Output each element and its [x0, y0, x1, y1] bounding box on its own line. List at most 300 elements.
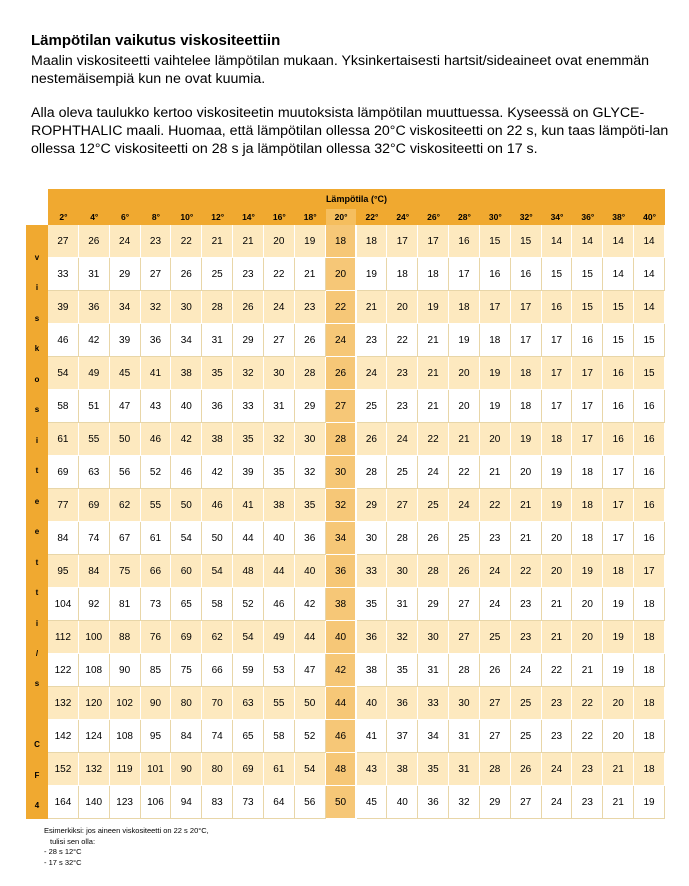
side-label-letter: i [35, 618, 39, 628]
table-cell: 19 [572, 555, 603, 588]
table-cell: 14 [634, 258, 665, 291]
table-cell: 16 [572, 324, 603, 357]
table-body [48, 225, 665, 819]
table-cell: 16 [634, 489, 665, 522]
table-cell: 24 [480, 588, 511, 621]
table-cell: 50 [326, 786, 357, 819]
table-cell: 119 [110, 753, 141, 786]
table-cell: 20 [542, 555, 573, 588]
table-cell: 75 [171, 654, 202, 687]
table-cell: 90 [110, 654, 141, 687]
table-cell: 46 [141, 423, 172, 456]
table-cell: 83 [202, 786, 233, 819]
table-cell: 32 [295, 456, 326, 489]
table-cell: 26 [171, 258, 202, 291]
table-cell: 18 [418, 258, 449, 291]
table-cell: 32 [449, 786, 480, 819]
table-cell: 45 [110, 357, 141, 390]
table-cell: 69 [171, 621, 202, 654]
side-label-letter: t [35, 557, 39, 567]
table-cell: 44 [326, 687, 357, 720]
table-cell: 36 [141, 324, 172, 357]
table-cell: 16 [634, 456, 665, 489]
table-cell: 27 [511, 786, 542, 819]
temperature-header-cell: 14° [242, 212, 255, 222]
table-cell: 26 [326, 357, 357, 390]
table-cell: 32 [264, 423, 295, 456]
table-cell: 122 [48, 654, 79, 687]
table-cell: 40 [326, 621, 357, 654]
table-cell: 25 [202, 258, 233, 291]
table-cell: 24 [449, 489, 480, 522]
table-cell: 84 [171, 720, 202, 753]
table-cell: 35 [264, 456, 295, 489]
table-cell: 31 [449, 720, 480, 753]
table-cell: 23 [233, 258, 264, 291]
table-cell: 36 [357, 621, 388, 654]
table-cell: 19 [480, 357, 511, 390]
table-cell: 15 [634, 357, 665, 390]
table-cell: 32 [141, 291, 172, 324]
table-cell: 40 [171, 390, 202, 423]
table-cell: 54 [233, 621, 264, 654]
table-cell: 21 [357, 291, 388, 324]
table-header-bar [48, 189, 665, 209]
table-cell: 39 [110, 324, 141, 357]
side-label-letter: i [35, 283, 39, 293]
table-cell: 14 [603, 258, 634, 291]
temperature-header-cell: 12° [211, 212, 225, 222]
table-cell: 60 [171, 555, 202, 588]
table-cell: 28 [357, 456, 388, 489]
table-cell: 36 [326, 555, 357, 588]
table-cell: 22 [511, 555, 542, 588]
table-cell: 24 [542, 753, 573, 786]
temperature-header-cell: 24° [396, 212, 410, 222]
table-cell: 32 [387, 621, 418, 654]
table-cell: 124 [79, 720, 110, 753]
table-cell: 52 [141, 456, 172, 489]
table-cell: 52 [233, 588, 264, 621]
table-cell: 17 [449, 258, 480, 291]
table-cell: 50 [110, 423, 141, 456]
temperature-header-cell: 34° [550, 212, 564, 222]
table-cell: 23 [572, 786, 603, 819]
table-cell: 19 [449, 324, 480, 357]
table-cell: 33 [418, 687, 449, 720]
table-cell: 27 [480, 720, 511, 753]
table-cell: 16 [511, 258, 542, 291]
table-cell: 19 [480, 390, 511, 423]
table-cell: 16 [603, 357, 634, 390]
table-cell: 30 [264, 357, 295, 390]
table-cell: 20 [449, 357, 480, 390]
table-cell: 59 [233, 654, 264, 687]
table-cell: 90 [141, 687, 172, 720]
table-cell: 19 [542, 456, 573, 489]
table-cell: 37 [387, 720, 418, 753]
table-cell: 44 [295, 621, 326, 654]
table-cell: 33 [48, 258, 79, 291]
description-paragraph: Alla oleva taulukko kertoo viskositeetin muutoksista lämpötilan muuttuessa. Kyseessä on GLYCE-ROPHTHALIC maali. Huomaa, että lämpötilan ollessa 20°C viskositeetti on 22 s, kun taas lämpöti-lan ollessa 12°C viskositeetti on 28 s ja lämpötilan ollessa 32°C viskositeetti on 17 s. [31, 105, 669, 157]
table-cell: 17 [418, 225, 449, 258]
table-cell: 24 [511, 654, 542, 687]
table-cell: 35 [357, 588, 388, 621]
temperature-header-cell: 36° [581, 212, 595, 222]
table-cell: 21 [202, 225, 233, 258]
table-cell: 25 [449, 522, 480, 555]
table-cell: 28 [202, 291, 233, 324]
table-cell: 64 [264, 786, 295, 819]
table-cell: 47 [110, 390, 141, 423]
side-label-letter: o [34, 374, 40, 384]
table-cell: 21 [542, 588, 573, 621]
table-cell: 108 [79, 654, 110, 687]
table-cell: 108 [110, 720, 141, 753]
table-cell: 49 [79, 357, 110, 390]
table-cell: 17 [634, 555, 665, 588]
table-cell: 40 [357, 687, 388, 720]
table-cell: 35 [418, 753, 449, 786]
table-cell: 53 [264, 654, 295, 687]
table-cell: 38 [202, 423, 233, 456]
table-cell: 38 [264, 489, 295, 522]
table-cell: 55 [141, 489, 172, 522]
table-cell: 42 [326, 654, 357, 687]
table-cell: 15 [634, 324, 665, 357]
table-cell: 30 [357, 522, 388, 555]
table-cell: 132 [79, 753, 110, 786]
table-cell: 46 [171, 456, 202, 489]
table-cell: 152 [48, 753, 79, 786]
side-label-letter: / [35, 649, 39, 658]
table-cell: 42 [171, 423, 202, 456]
table-cell: 27 [449, 588, 480, 621]
table-cell: 41 [233, 489, 264, 522]
table-cell: 28 [418, 555, 449, 588]
table-cell: 18 [326, 225, 357, 258]
table-cell: 16 [634, 522, 665, 555]
table-cell: 21 [449, 423, 480, 456]
table-cell: 95 [48, 555, 79, 588]
table-cell: 48 [326, 753, 357, 786]
table-cell: 16 [634, 423, 665, 456]
table-cell: 19 [357, 258, 388, 291]
table-cell: 34 [326, 522, 357, 555]
table-cell: 50 [295, 687, 326, 720]
table-cell: 21 [418, 390, 449, 423]
table-cell: 20 [572, 621, 603, 654]
temperature-header-cell: 22° [365, 212, 379, 222]
table-cell: 42 [202, 456, 233, 489]
side-label-letter: s [34, 313, 40, 323]
table-cell: 45 [357, 786, 388, 819]
table-cell: 58 [264, 720, 295, 753]
table-cell: 62 [110, 489, 141, 522]
table-cell: 25 [418, 489, 449, 522]
side-label-letter: C [34, 740, 40, 750]
table-cell: 30 [387, 555, 418, 588]
table-cell: 18 [634, 720, 665, 753]
table-cell: 17 [511, 291, 542, 324]
table-cell: 94 [171, 786, 202, 819]
side-label-letter: v [34, 253, 40, 262]
table-cell: 35 [233, 423, 264, 456]
table-cell: 54 [202, 555, 233, 588]
temperature-header-cell: 4° [90, 212, 99, 222]
table-cell: 17 [603, 522, 634, 555]
table-cell: 22 [326, 291, 357, 324]
side-label-letter: i [35, 435, 39, 445]
table-cell: 132 [48, 687, 79, 720]
table-cell: 52 [295, 720, 326, 753]
table-cell: 21 [480, 456, 511, 489]
table-cell: 30 [326, 456, 357, 489]
table-cell: 24 [357, 357, 388, 390]
table-cell: 24 [326, 324, 357, 357]
table-cell: 25 [357, 390, 388, 423]
table-cell: 34 [171, 324, 202, 357]
table-cell: 77 [48, 489, 79, 522]
table-cell: 26 [295, 324, 326, 357]
table-title: Lämpötila (°C) [325, 194, 388, 204]
table-cell: 23 [542, 687, 573, 720]
table-cell: 100 [79, 621, 110, 654]
table-cell: 24 [418, 456, 449, 489]
table-cell: 20 [449, 390, 480, 423]
table-cell: 29 [357, 489, 388, 522]
table-cell: 47 [295, 654, 326, 687]
table-cell: 123 [110, 786, 141, 819]
table-cell: 28 [326, 423, 357, 456]
temperature-header-cell: 20° [326, 209, 357, 225]
table-cell: 36 [79, 291, 110, 324]
table-cell: 34 [418, 720, 449, 753]
table-cell: 120 [79, 687, 110, 720]
note-line: - 17 s 32°C [44, 857, 82, 867]
table-cell: 31 [202, 324, 233, 357]
table-cell: 42 [295, 588, 326, 621]
table-cell: 30 [418, 621, 449, 654]
table-cell: 69 [79, 489, 110, 522]
table-cell: 22 [449, 456, 480, 489]
temperature-header-cell: 18° [303, 212, 317, 222]
table-cell: 73 [141, 588, 172, 621]
table-cell: 25 [387, 456, 418, 489]
table-cell: 63 [233, 687, 264, 720]
table-cell: 36 [202, 390, 233, 423]
table-cell: 20 [326, 258, 357, 291]
note-line: tulisi sen olla: [50, 836, 96, 846]
temperature-header-cell: 38° [612, 212, 626, 222]
table-cell: 17 [603, 489, 634, 522]
table-cell: 18 [480, 324, 511, 357]
table-cell: 22 [418, 423, 449, 456]
table-cell: 23 [141, 225, 172, 258]
table-cell: 41 [141, 357, 172, 390]
viscosity-table [26, 189, 665, 819]
table-cell: 49 [264, 621, 295, 654]
table-cell: 92 [79, 588, 110, 621]
table-cell: 46 [202, 489, 233, 522]
table-cell: 31 [79, 258, 110, 291]
table-cell: 38 [171, 357, 202, 390]
table-cell: 26 [357, 423, 388, 456]
table-cell: 15 [603, 291, 634, 324]
table-cell: 31 [449, 753, 480, 786]
table-cell: 14 [542, 225, 573, 258]
table-cell: 36 [387, 687, 418, 720]
table-cell: 40 [295, 555, 326, 588]
table-cell: 15 [480, 225, 511, 258]
table-cell: 35 [295, 489, 326, 522]
table-cell: 31 [264, 390, 295, 423]
table-cell: 20 [511, 456, 542, 489]
table-cell: 80 [202, 753, 233, 786]
table-cell: 26 [480, 654, 511, 687]
table-cell: 16 [603, 390, 634, 423]
table-cell: 20 [542, 522, 573, 555]
table-cell: 84 [48, 522, 79, 555]
table-cell: 15 [572, 291, 603, 324]
table-cell: 50 [202, 522, 233, 555]
table-cell: 17 [572, 357, 603, 390]
temperature-header-cell: 2° [59, 212, 68, 222]
table-cell: 46 [48, 324, 79, 357]
table-cell: 26 [79, 225, 110, 258]
table-cell: 18 [572, 522, 603, 555]
table-cell: 29 [295, 390, 326, 423]
table-cell: 23 [572, 753, 603, 786]
table-cell: 18 [542, 423, 573, 456]
table-cell: 20 [480, 423, 511, 456]
table-cell: 17 [572, 423, 603, 456]
table-cell: 51 [79, 390, 110, 423]
side-label-letter: e [34, 527, 40, 537]
temperature-header-cell: 30° [488, 212, 502, 222]
temperature-header-cell: 16° [272, 212, 286, 222]
table-cell: 58 [202, 588, 233, 621]
table-cell: 17 [572, 390, 603, 423]
table-cell: 14 [603, 225, 634, 258]
table-cell: 38 [387, 753, 418, 786]
table-cell: 40 [387, 786, 418, 819]
table-cell: 54 [48, 357, 79, 390]
temperature-header-cell: 8° [151, 212, 161, 222]
side-label-letter: t [35, 466, 39, 476]
table-cell: 25 [511, 687, 542, 720]
table-cell: 17 [542, 357, 573, 390]
table-cell: 16 [542, 291, 573, 324]
table-cell: 24 [542, 786, 573, 819]
table-cell: 17 [603, 456, 634, 489]
table-cell: 25 [480, 621, 511, 654]
table-cell: 20 [264, 225, 295, 258]
table-cell: 16 [634, 390, 665, 423]
table-cell: 76 [141, 621, 172, 654]
table-cell: 18 [449, 291, 480, 324]
table-cell: 29 [233, 324, 264, 357]
side-label-letter: F [34, 770, 40, 780]
table-cell: 23 [295, 291, 326, 324]
table-cell: 24 [110, 225, 141, 258]
table-cell: 42 [79, 324, 110, 357]
table-cell: 31 [418, 654, 449, 687]
table-cell: 24 [264, 291, 295, 324]
table-cell: 69 [48, 456, 79, 489]
table-cell: 23 [511, 588, 542, 621]
table-cell: 15 [511, 225, 542, 258]
table-cell: 18 [387, 258, 418, 291]
table-cell: 140 [79, 786, 110, 819]
side-label-letter: t [35, 588, 39, 598]
temperature-header-row [48, 209, 665, 225]
table-cell: 27 [264, 324, 295, 357]
table-cell: 34 [110, 291, 141, 324]
table-cell: 22 [171, 225, 202, 258]
table-cell: 54 [171, 522, 202, 555]
example-note [44, 826, 209, 868]
table-cell: 73 [233, 786, 264, 819]
table-cell: 18 [511, 357, 542, 390]
table-cell: 32 [233, 357, 264, 390]
table-cell: 66 [202, 654, 233, 687]
table-cell: 112 [48, 621, 79, 654]
table-cell: 46 [326, 720, 357, 753]
side-label-letter: 4 [34, 801, 40, 811]
table-cell: 102 [110, 687, 141, 720]
table-cell: 38 [326, 588, 357, 621]
table-cell: 22 [542, 654, 573, 687]
table-cell: 36 [295, 522, 326, 555]
table-cell: 22 [387, 324, 418, 357]
table-cell: 16 [449, 225, 480, 258]
table-cell: 55 [264, 687, 295, 720]
table-cell: 26 [511, 753, 542, 786]
table-cell: 23 [387, 357, 418, 390]
table-cell: 18 [572, 489, 603, 522]
table-cell: 23 [480, 522, 511, 555]
table-cell: 69 [233, 753, 264, 786]
table-cell: 27 [141, 258, 172, 291]
table-cell: 142 [48, 720, 79, 753]
table-cell: 18 [634, 621, 665, 654]
side-label-bar [26, 225, 48, 819]
table-cell: 21 [603, 786, 634, 819]
temperature-header-cell: 40° [643, 212, 656, 222]
table-cell: 66 [141, 555, 172, 588]
table-cell: 21 [603, 753, 634, 786]
table-cell: 88 [110, 621, 141, 654]
table-cell: 56 [110, 456, 141, 489]
table-cell: 14 [634, 291, 665, 324]
table-cell: 22 [572, 720, 603, 753]
table-cell: 19 [295, 225, 326, 258]
table-cell: 44 [233, 522, 264, 555]
table-cell: 46 [264, 588, 295, 621]
table-cell: 30 [171, 291, 202, 324]
table-cell: 22 [572, 687, 603, 720]
table-cell: 17 [480, 291, 511, 324]
table-cell: 20 [603, 720, 634, 753]
table-cell: 62 [202, 621, 233, 654]
table-cell: 43 [357, 753, 388, 786]
table-cell: 27 [326, 390, 357, 423]
table-cell: 27 [480, 687, 511, 720]
table-cell: 29 [110, 258, 141, 291]
table-cell: 21 [418, 357, 449, 390]
table-cell: 24 [387, 423, 418, 456]
